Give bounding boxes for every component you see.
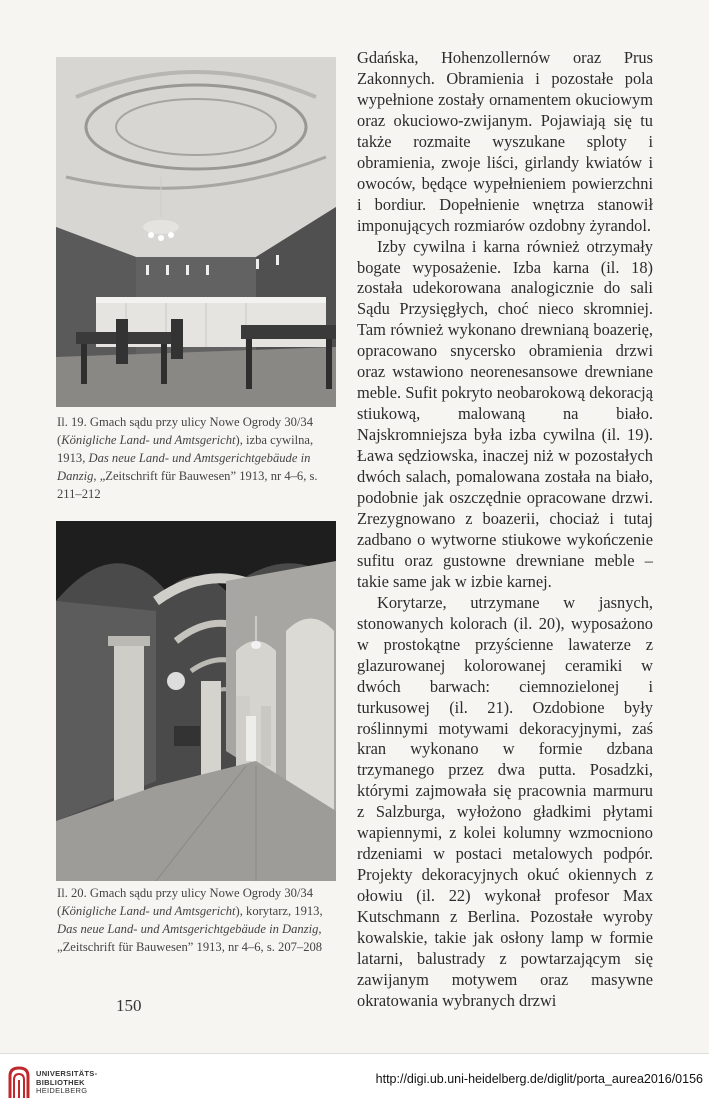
caption-italic: Königliche Land- und Amtsgericht — [61, 904, 236, 918]
library-name-line: UNIVERSITÄTS- — [36, 1069, 98, 1078]
paragraph-1: Gdańska, Hohenzollernów oraz Prus Zakonnych. Obramienia i pozostałe pola wypełnione zostały ornamentem okuciowym oraz okuciowo-zwijanym. Pojawiają się tu także rozmaite wyszukane sploty i obramienia, zwoje liści, girlandy kwiatów i owoców, będące wypełnieniem powierzchni i bordiur. Dopełnienie wnętrza stanowił imponujących rozmiarów ozdobny żyrandol. — [357, 48, 653, 235]
page-number: 150 — [116, 996, 142, 1015]
caption-italic: Das neue Land- und Amtsgerichtgebäude in Danzig — [57, 451, 311, 483]
caption-text: Il. 20. Gmach sądu przy ulicy Nowe Ogrody 30/34 ( — [57, 886, 314, 918]
caption-italic: Königliche Land- und Amtsgericht — [61, 433, 236, 447]
caption-italic: Das neue Land- und Amtsgerichtgebäude in Danzig — [57, 922, 319, 936]
caption-text: ), izba cywilna, 1913, — [57, 433, 314, 465]
library-name-line: HEIDELBERG — [36, 1086, 88, 1095]
figure-19-caption — [57, 413, 337, 503]
caption-text: , „Zeitschrift für Bauwesen” 1913, nr 4–6, s. 207–208 — [57, 922, 323, 954]
paragraph-2: Izby cywilna i karna również otrzymały bogate wyposażenie. Izba karna (il. 18) została udekorowana analogicznie do sali Sądu Przysięgłych, choć nieco skromniej. Tam również wykonano drewnianą boazerię, opracowano snycersko obramienia drzwi oraz wstawiono neorenesansowe drewniane meble. Sufit pokryto neobarokową dekoracją stiukową, malowaną na biało. Najskromniejsza była izba cywilna (il. 19). Ława sędziowska, inaczej niż w pozostałych dwóch salach, pomalowana została na biało, podobnie jak oszczędnie opracowane drzwi. Zrezygnowano z boazerii, chociaż i tutaj zadbano o wytworne stiukowe wykończenie sufitu oraz gustowne drewniane meble – takie same jak w izbie karnej. — [357, 236, 653, 591]
library-name-line: BIBLIOTHEK — [36, 1077, 85, 1087]
source-url-link[interactable]: http://digi.ub.uni-heidelberg.de/diglit/porta_aurea2016/0156 — [375, 1072, 703, 1086]
caption-text: , „Zeitschrift für Bauwesen” 1913, nr 4–6, s. 211–212 — [57, 469, 318, 501]
library-logo-icon — [8, 1066, 30, 1100]
body-text-column — [357, 48, 653, 1012]
figure-20-caption — [57, 884, 337, 956]
figure-19-photo — [56, 57, 336, 407]
caption-text: ), korytarz, 1913, — [235, 904, 323, 918]
paragraph-3: Korytarze, utrzymane w jasnych, stonowanych kolorach (il. 20), wyposażono w prostokątne przyścienne lawaterze z glazurowanej kolorowanej ceramiki w dwóch barwach: ciemnozielonej i turkusowej (il. 21). Ozdobione były roślinnymi motywami dekoracyjnymi, zaś kran wykonano w formie dzbana trzymanego przez dwa putta. Posadzki, którymi zajmowała się pracownia marmuru z Salzburga, wyłożono gładkimi płytami wapiennymi, z kolei kolumny wzmocniono rdzeniami w postaci metalowych podpór. Projekty dekoracyjnych okuć okiennych z ołowiu (il. 22) wykonał profesor Max Kutschmann z Berlina. Pozostałe wyroby kowalskie, takie jak osłony lamp w formie latarni, balustrady z powtarzającym się zawijanym motywem oraz masywne okratowania wybranych drzwi — [357, 592, 653, 1010]
figure-20-photo — [56, 521, 336, 881]
library-name — [36, 1070, 97, 1096]
footer-bar — [0, 1053, 709, 1112]
caption-text: Il. 19. Gmach sądu przy ulicy Nowe Ogrody 30/34 ( — [57, 415, 314, 447]
